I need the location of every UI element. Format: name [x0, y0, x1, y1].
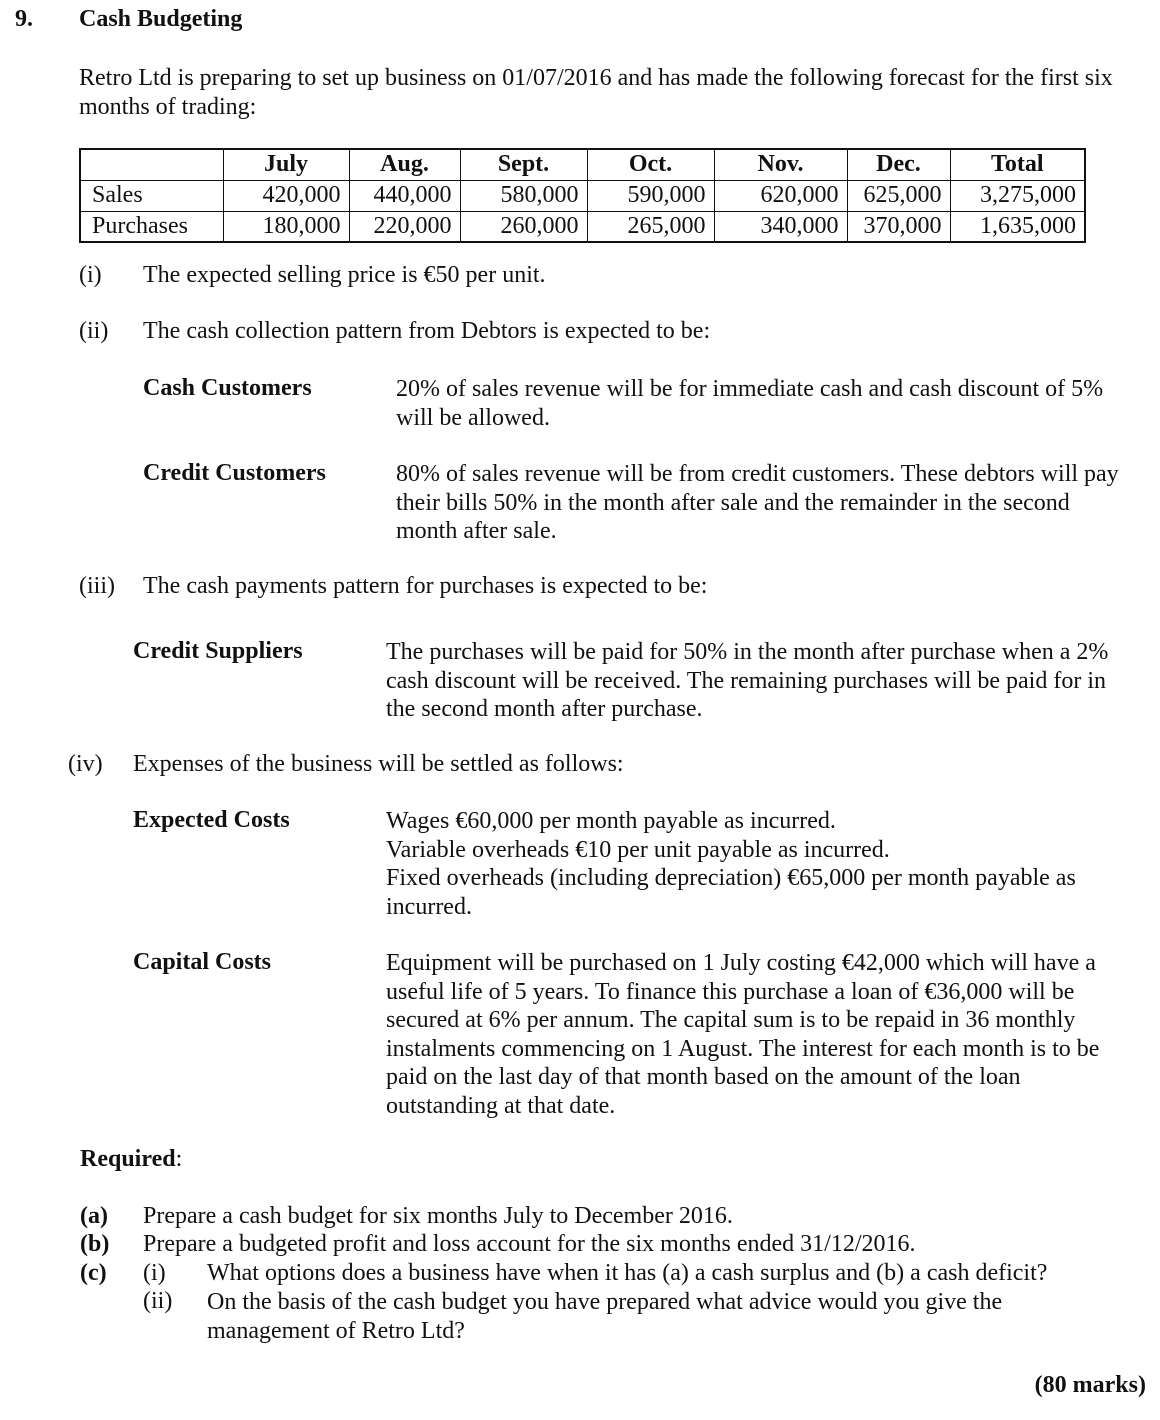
capital-costs-text — [386, 949, 1099, 1120]
table-cell: 1,635,000 — [950, 211, 1085, 242]
marks-label: (80 marks) — [1034, 1372, 1146, 1398]
table-header-cell: Aug. — [349, 149, 460, 180]
item-text: The cash payments pattern for purchases is expected to be: — [143, 573, 708, 599]
required-text: Prepare a budgeted profit and loss account for the six months ended 31/12/2016. — [143, 1231, 916, 1257]
table-row — [80, 180, 1085, 211]
required-heading — [80, 1146, 182, 1173]
text-line: On the basis of the cash budget you have prepared what advice would you give the — [207, 1289, 1003, 1315]
sub-marker: (ii) — [143, 1288, 173, 1314]
credit-customers-label: Credit Customers — [143, 460, 326, 486]
text-line: incurred. — [386, 893, 472, 920]
table-cell: 580,000 — [460, 180, 587, 211]
table-header-row — [80, 149, 1085, 180]
credit-suppliers-text — [386, 638, 1108, 724]
item-text: The expected selling price is €50 per unit. — [143, 262, 546, 288]
row-label: Sales — [80, 180, 223, 211]
required-marker: (a) — [80, 1203, 108, 1229]
text-line: Fixed overheads (including depreciation) €65,000 per month payable as — [386, 865, 1076, 891]
table-cell: 180,000 — [223, 211, 349, 242]
cash-customers-label: Cash Customers — [143, 375, 312, 401]
expected-costs-text — [386, 807, 1076, 921]
required-heading-colon: : — [175, 1146, 183, 1172]
text-line: paid on the last day of that month based on the amount of the loan — [386, 1064, 1021, 1090]
table-cell: 620,000 — [714, 180, 847, 211]
required-text: What options does a business have when it has (a) a cash surplus and (b) a cash deficit? — [207, 1260, 1048, 1286]
item-marker: (i) — [79, 262, 102, 288]
question-title: Cash Budgeting — [79, 6, 243, 32]
question-number: 9. — [15, 6, 33, 32]
table-header-cell: Oct. — [587, 149, 714, 180]
text-line: outstanding at that date. — [386, 1092, 616, 1119]
table-cell: 625,000 — [847, 180, 950, 211]
text-line: management of Retro Ltd? — [207, 1317, 465, 1344]
table-cell: 3,275,000 — [950, 180, 1085, 211]
intro-line: months of trading: — [79, 93, 257, 120]
text-line: The purchases will be paid for 50% in the month after purchase when a 2% — [386, 639, 1109, 665]
required-text — [207, 1288, 1002, 1345]
text-line: Wages €60,000 per month payable as incurred. — [386, 808, 836, 834]
item-marker: (ii) — [79, 318, 109, 344]
cash-customers-text — [396, 375, 1103, 432]
table-cell: 440,000 — [349, 180, 460, 211]
required-text: Prepare a cash budget for six months July to December 2016. — [143, 1203, 733, 1229]
table-header-cell: Nov. — [714, 149, 847, 180]
item-marker: (iv) — [68, 751, 103, 777]
text-line: secured at 6% per annum. The capital sum is to be repaid in 36 monthly — [386, 1007, 1076, 1033]
table-cell: 265,000 — [587, 211, 714, 242]
intro-line: Retro Ltd is preparing to set up business on 01/07/2016 and has made the following forecast for the first six — [79, 65, 1113, 91]
text-line: the second month after purchase. — [386, 696, 703, 722]
required-heading-text: Required — [80, 1146, 176, 1172]
table-cell: 420,000 — [223, 180, 349, 211]
text-line: useful life of 5 years. To finance this purchase a loan of €36,000 will be — [386, 978, 1075, 1005]
capital-costs-label: Capital Costs — [133, 949, 272, 975]
table-header-cell: Total — [950, 149, 1085, 180]
text-line: 20% of sales revenue will be for immediate cash and cash discount of 5% — [396, 376, 1104, 402]
credit-suppliers-label: Credit Suppliers — [133, 638, 303, 664]
text-line: cash discount will be received. The remaining purchases will be paid for in — [386, 667, 1106, 694]
item-marker: (iii) — [79, 573, 115, 599]
table-header-cell: Dec. — [847, 149, 950, 180]
sub-marker: (i) — [143, 1260, 166, 1286]
forecast-table — [79, 148, 1086, 243]
text-line: instalments commencing on 1 August. The interest for each month is to be — [386, 1035, 1100, 1062]
table-cell: 340,000 — [714, 211, 847, 242]
text-line: their bills 50% in the month after sale and the remainder in the second — [396, 489, 1070, 516]
table-cell: 220,000 — [349, 211, 460, 242]
item-text: The cash collection pattern from Debtors is expected to be: — [143, 318, 711, 344]
required-marker: (c) — [80, 1260, 107, 1286]
item-text: Expenses of the business will be settled as follows: — [133, 751, 624, 777]
table-cell: 590,000 — [587, 180, 714, 211]
text-line: Equipment will be purchased on 1 July costing €42,000 which will have a — [386, 950, 1096, 976]
expected-costs-label: Expected Costs — [133, 807, 290, 833]
table-header-cell: July — [223, 149, 349, 180]
table-header-cell — [80, 149, 223, 180]
table-cell: 370,000 — [847, 211, 950, 242]
table-cell: 260,000 — [460, 211, 587, 242]
text-line: will be allowed. — [396, 404, 550, 431]
required-marker: (b) — [80, 1231, 110, 1257]
text-line: 80% of sales revenue will be from credit customers. These debtors will pay — [396, 461, 1119, 487]
text-line: month after sale. — [396, 518, 557, 544]
table-header-cell: Sept. — [460, 149, 587, 180]
row-label: Purchases — [80, 211, 223, 242]
text-line: Variable overheads €10 per unit payable as incurred. — [386, 836, 890, 863]
table-row — [80, 211, 1085, 242]
credit-customers-text — [396, 460, 1119, 546]
intro-paragraph — [79, 64, 1113, 121]
